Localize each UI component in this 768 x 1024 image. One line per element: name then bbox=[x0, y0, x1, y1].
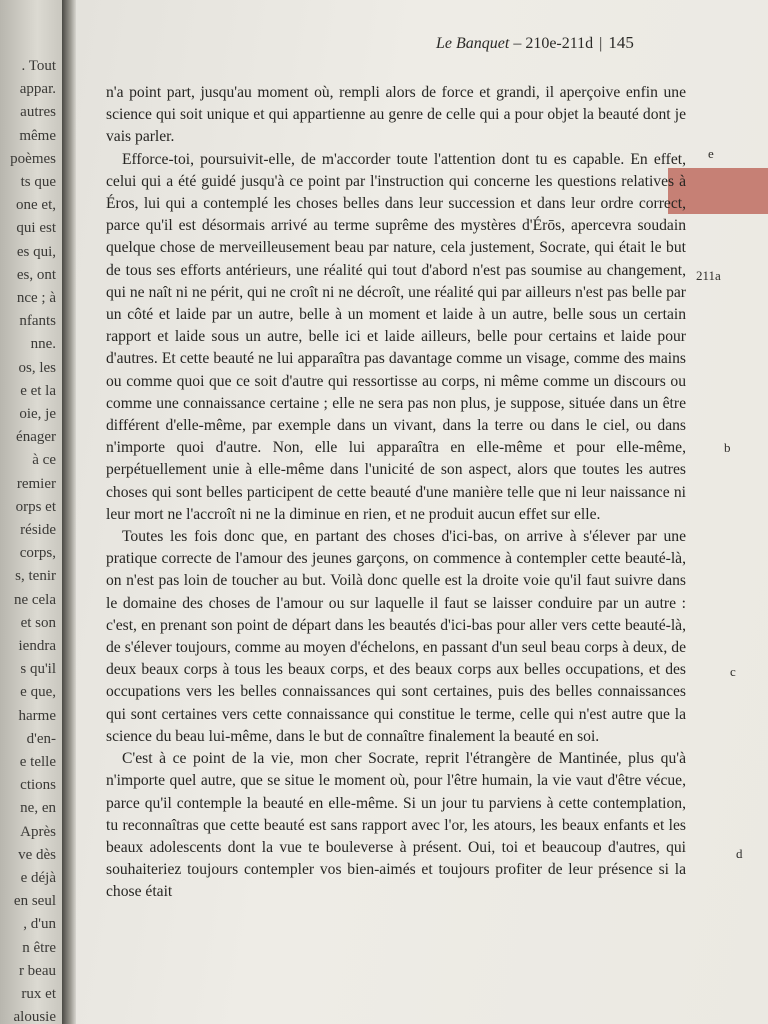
left-page-fragment: ne cela bbox=[13, 591, 56, 608]
left-page-fragment: corps, bbox=[19, 545, 56, 562]
margin-note-e: e bbox=[708, 146, 714, 161]
left-page-fragment: oie, je bbox=[19, 406, 56, 422]
left-page-fragment: rux et bbox=[21, 986, 56, 1002]
left-page-fragment: s, tenir bbox=[15, 568, 56, 585]
left-page-fragment: nce ; à bbox=[16, 290, 56, 306]
left-page-fragment: e déjà bbox=[20, 870, 56, 886]
left-page-fragment: . Tout bbox=[21, 58, 56, 74]
left-page-fragment: d'en- bbox=[26, 730, 56, 747]
left-page-fragment: s qu'il bbox=[20, 661, 56, 678]
left-page-fragment: même bbox=[19, 127, 56, 144]
left-page-fragment: ve dès bbox=[18, 846, 56, 863]
running-header bbox=[436, 33, 676, 53]
left-page-fragment: orps et bbox=[15, 498, 56, 515]
left-page-fragment: ts que bbox=[20, 174, 56, 190]
margin-note-d: d bbox=[736, 846, 743, 861]
left-page-fragment: poèmes bbox=[10, 150, 56, 167]
left-page-fragment: ne, en bbox=[20, 800, 56, 817]
left-page-fragment: alousie bbox=[13, 1009, 56, 1024]
header-title: Le Banquet bbox=[436, 35, 510, 52]
left-page-fragment: en seul bbox=[13, 893, 56, 910]
left-page-edge bbox=[0, 0, 62, 1024]
left-page-fragment: os, les bbox=[18, 359, 56, 376]
paragraph: n'a point part, jusqu'au moment où, rempli alors de force et grandi, il aperçoive enfin une science qui soit unique et qui appartienne au genre de celle qui a pour objet la beauté dont je vais parler. bbox=[106, 84, 686, 146]
left-page-fragment: réside bbox=[20, 522, 56, 538]
left-page-fragment: nfants bbox=[19, 313, 56, 330]
left-page-fragment: à ce bbox=[32, 452, 56, 469]
margin-note-b: b bbox=[724, 440, 731, 455]
left-page-fragment: iendra bbox=[18, 638, 56, 654]
body-text bbox=[106, 82, 686, 904]
book-page bbox=[76, 0, 768, 1024]
paragraph: Toutes les fois donc que, en partant des choses d'ici-bas, on arrive à s'élever par une pratique correcte de l'amour des jeunes garçons, on commence à contempler cette beauté-là, on n'est pas loin de toucher au but. Voilà donc quelle est la droite voie qu'il faut suivre dans le domaine des choses de l'amour ou sur laquelle il faut se laisser conduire par un autre : c'est, en prenant son point de départ dans les beautés d'ici-bas pour aller vers cette beauté-là, de s'élever toujours, comme au moyen d'échelons, en passant d'un seul beau corps à deux, de deux beaux corps à tous les beaux corps, et des beaux corps aux belles occupations, et des occupations vers les belles connaissances qui sont certaines, puis des belles connaissances qui sont certaines vers cette connaissance qui constitue le terme, celle qui n'est autre que la science du beau lui-même, dans le but de connaître finalement la beauté en soi. bbox=[106, 528, 686, 745]
left-page-fragment: es qui, bbox=[16, 243, 56, 260]
left-page-fragment: r beau bbox=[18, 962, 56, 979]
left-page-fragment: e telle bbox=[19, 754, 56, 770]
left-page-fragment: Après bbox=[20, 823, 56, 840]
left-page-fragment: nne. bbox=[30, 336, 56, 353]
left-page-fragment: , d'un bbox=[23, 916, 56, 933]
left-page-fragment: autres bbox=[20, 104, 56, 121]
left-page-fragment: n être bbox=[22, 939, 56, 956]
left-page-fragment: ctions bbox=[20, 777, 56, 794]
left-page-fragment: e que, bbox=[20, 684, 56, 701]
header-separator: | bbox=[599, 35, 603, 52]
margin-note-211a: 211a bbox=[696, 268, 721, 283]
margin-note-c: c bbox=[730, 664, 736, 679]
header-reference: – 210e-211d bbox=[509, 35, 594, 52]
left-page-fragment: appar. bbox=[19, 81, 56, 98]
left-page-fragment: e et la bbox=[20, 382, 56, 399]
paragraph: C'est à ce point de la vie, mon cher Socrate, reprit l'étrangère de Mantinée, plus qu'à n'importe quel autre, que se situe le moment où, pour l'être humain, la vie vaut d'être vécue, parce qu'il contemple la beauté en elle-même. Si un jour tu parviens à cette contemplation, tu reconnaîtras que cette beauté est sans rapport avec l'or, les atours, les beaux enfants et les beaux adolescents dont la vue te bouleverse à présent. Oui, toi et beaucoup d'autres, qui souhaiteriez toujours contempler vos bien-aimés et toujours profiter de leur présence si la chose était bbox=[106, 750, 686, 901]
page-number: 145 bbox=[608, 33, 634, 52]
left-page-fragment: qui est bbox=[16, 220, 56, 237]
left-page-fragment: es, ont bbox=[16, 266, 56, 283]
left-page-fragment: et son bbox=[20, 614, 56, 631]
left-page-fragment: remier bbox=[16, 475, 56, 492]
book-gutter bbox=[62, 0, 76, 1024]
left-page-fragment: harme bbox=[18, 707, 56, 724]
left-page-fragment: énager bbox=[16, 429, 56, 446]
left-page-fragment: one et, bbox=[16, 197, 56, 214]
paragraph: Efforce-toi, poursuivit-elle, de m'accorder toute l'attention dont tu es capable. En effet, celui qui a été guidé jusqu'à ce point par l'instruction qui concerne les questions relatives à Éros, lui qui a contemplé les choses belles dans leur succession et dans leur ordre correct, parce qu'il est désormais arrivé au terme suprême des mystères d'Érōs, apercevra soudain quelque chose de merveilleusement beau par nature, cela justement, Socrate, qui était le but de tous ses efforts antérieurs, une réalité qui tout d'abord n'est pas soumise au changement, qui ne naît ni ne périt, qui ne croît ni ne décroît, une réalité qui par ailleurs n'est pas belle par un côté et laide par un autre, belle à un moment et laide à un autre, belle sous un certain rapport et laide sous un autre, belle ici et laide ailleurs, belle pour certains et laide pour d'autres. Et cette beauté ne lui apparaîtra pas davantage comme un visage, comme des mains ou comme quoi que ce soit d'autre qui ressortisse au corps, ni même comme un discours ou comme une connaissance certaine ; elle ne sera pas non plus, je suppose, située dans un être différent d'elle-même, par exemple dans un vivant, dans la terre ou dans le ciel, ou dans n'importe quoi d'autre. Non, elle lui apparaîtra en elle-même et pour elle-même, perpétuellement unie à elle-même dans l'unicité de son aspect, alors que toutes les autres choses qui sont belles participent de cette beauté d'une manière telle que ni leur naissance ni leur mort ne l'accroît ni ne la diminue en rien, et ne produit aucun effet sur elle. bbox=[106, 150, 686, 523]
